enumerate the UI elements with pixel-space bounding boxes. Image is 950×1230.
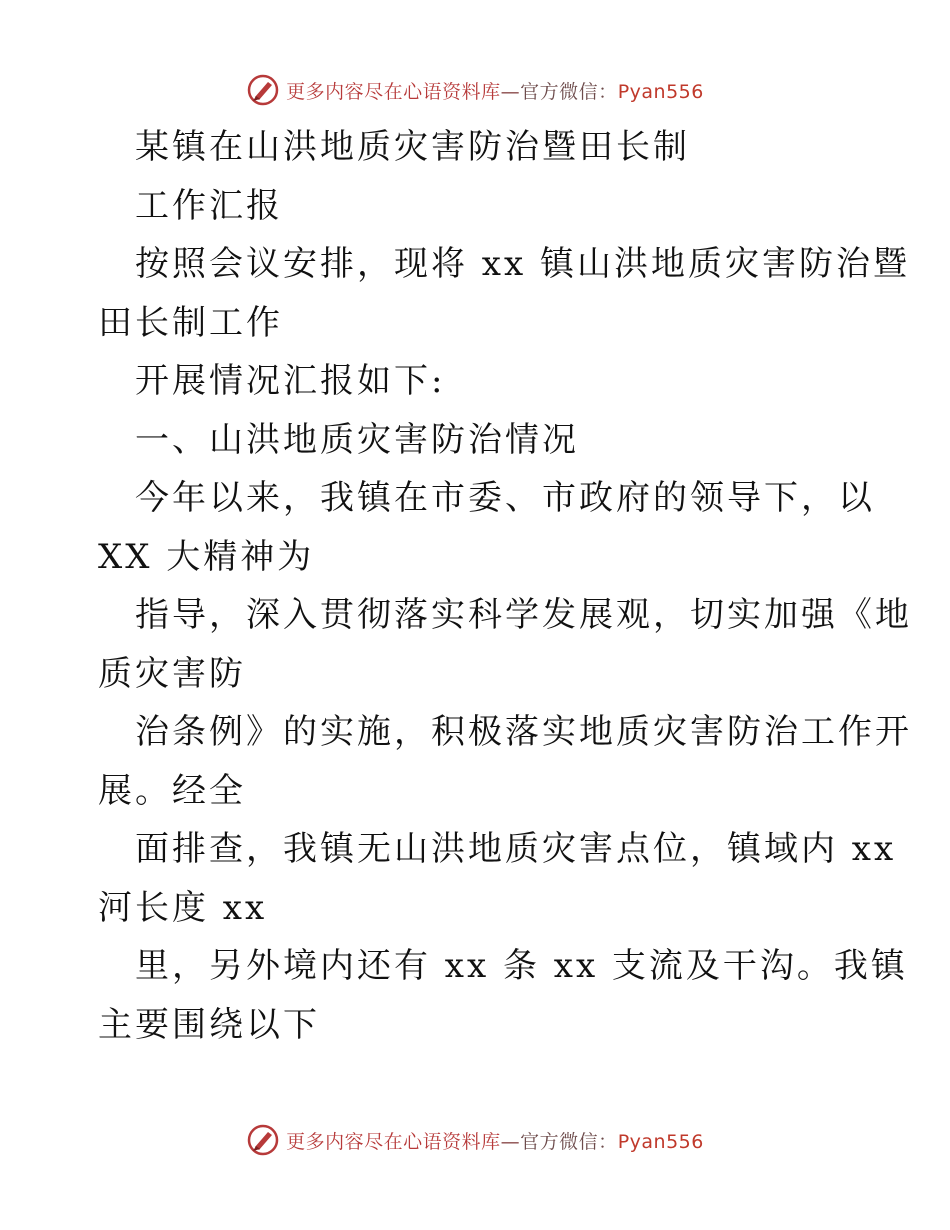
doc-section-heading: 一、山洪地质灾害防治情况 (135, 419, 579, 460)
document-body (98, 118, 912, 1054)
doc-paragraph-line: 指导，深入贯彻落实科学发展观，切实加强《地 (135, 595, 912, 635)
pen-seal-icon (246, 1123, 280, 1157)
watermark-wechat-id: Pyan556 (617, 80, 704, 103)
doc-paragraph-line: XX 大精神为 (98, 536, 315, 577)
watermark-text (286, 77, 704, 104)
doc-paragraph-line: 质灾害防 (98, 653, 246, 694)
doc-paragraph-line: 里，另外境内还有 xx 条 xx 支流及干沟。我镇 (135, 946, 908, 986)
doc-title-line-2: 工作汇报 (135, 185, 283, 226)
doc-paragraph-line: 展。经全 (98, 770, 246, 811)
doc-paragraph-line: 河长度 xx (98, 887, 268, 928)
doc-title-line-1: 某镇在山洪地质灾害防治暨田长制 (135, 127, 690, 167)
doc-paragraph-line: 今年以来，我镇在市委、市政府的领导下，以 (135, 478, 875, 518)
watermark-dash: — (500, 80, 521, 103)
doc-paragraph-line: 按照会议安排，现将 xx 镇山洪地质灾害防治暨 (135, 244, 910, 284)
pen-seal-icon (246, 73, 280, 107)
doc-paragraph-line: 开展情况汇报如下: (135, 361, 446, 401)
watermark-dash: — (500, 1130, 521, 1153)
doc-paragraph-line: 主要围绕以下 (98, 1004, 320, 1045)
watermark-brand: 更多内容尽在心语资料库 (286, 80, 501, 103)
watermark-wechat-id: Pyan556 (617, 1130, 704, 1153)
watermark-footer (0, 1120, 950, 1160)
doc-paragraph-line: 面排查，我镇无山洪地质灾害点位，镇域内 xx (135, 829, 897, 869)
watermark-wechat-label: 官方微信： (520, 1130, 618, 1153)
watermark-brand: 更多内容尽在心语资料库 (286, 1130, 501, 1153)
watermark-wechat-label: 官方微信： (520, 80, 618, 103)
watermark-text (286, 1127, 704, 1154)
doc-paragraph-line: 田长制工作 (98, 302, 283, 343)
doc-paragraph-line: 治条例》的实施，积极落实地质灾害防治工作开 (135, 712, 912, 752)
watermark-header (0, 70, 950, 110)
